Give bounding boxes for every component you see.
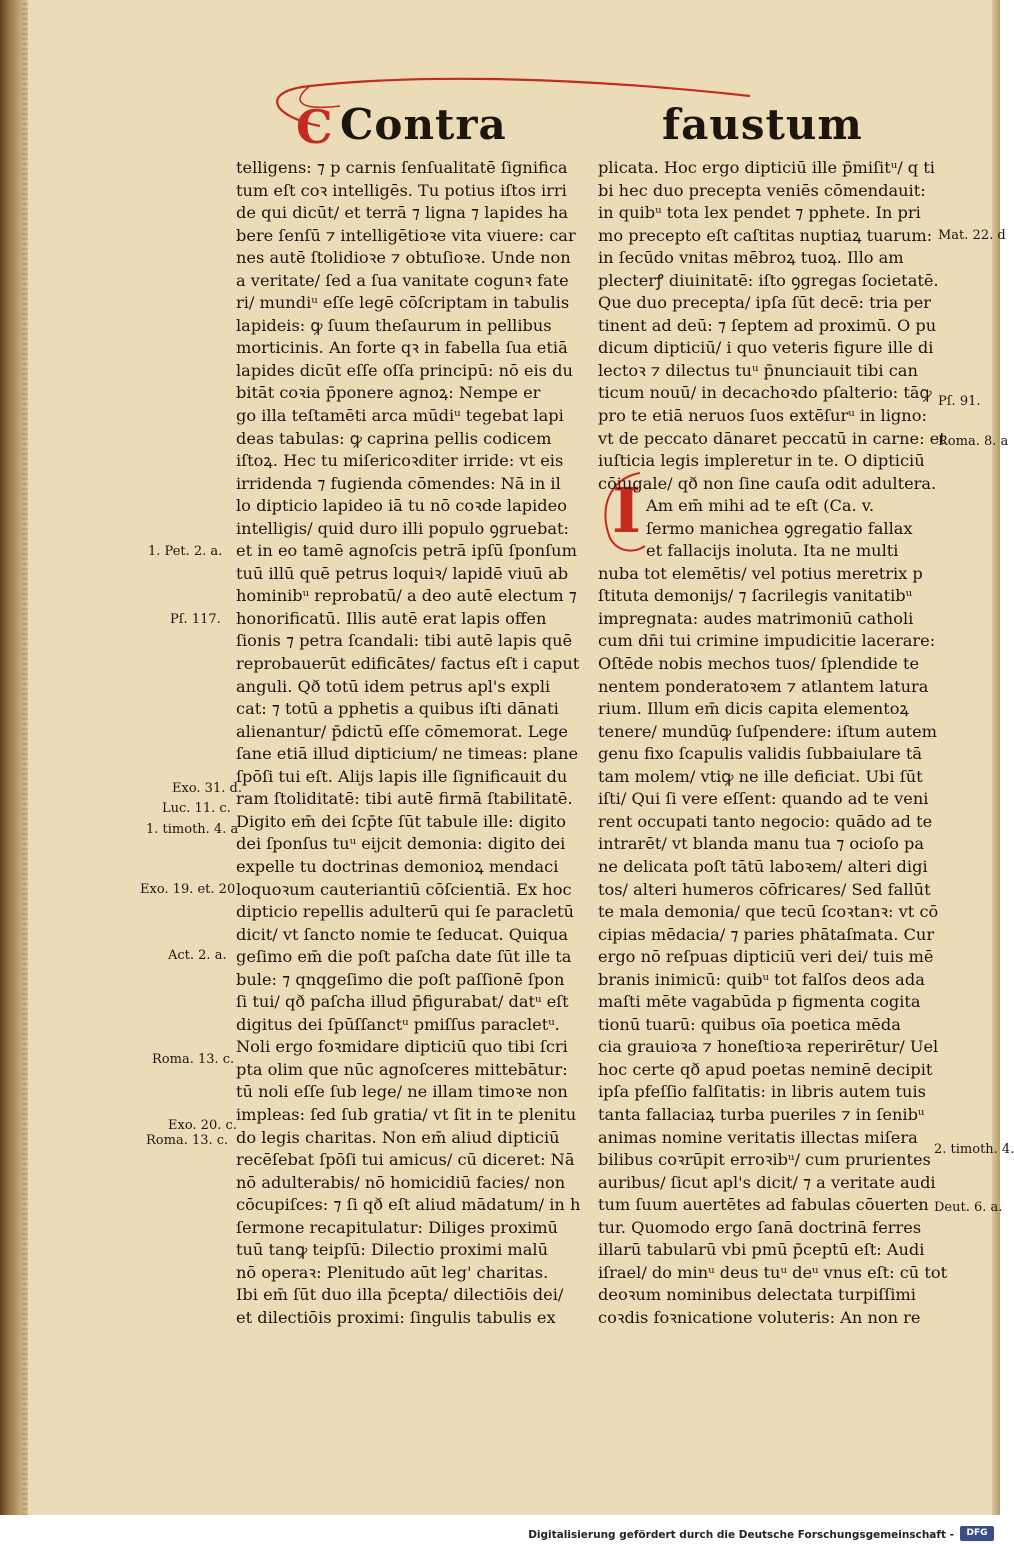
margin-note: 2. timoth. 4. xyxy=(934,1142,1014,1157)
text-line: ergo nō reſpuas dipticiū veri dei/ tuis mē xyxy=(598,947,934,967)
text-line: ſane etiā illud dipticium/ ne timeas: plane xyxy=(236,744,579,764)
text-line: pta olim que nūc agnoſceres mittebātur: xyxy=(236,1059,568,1079)
text-line: expelle tu doctrinas demonioꝝ mendaci xyxy=(236,856,559,876)
text-line: morticinis. An forte qꝛ in fabella ſua etiā xyxy=(236,338,568,358)
margin-note: Pſ. 91. xyxy=(938,394,981,409)
text-line: branis inimicū: quibᵘ tot falſos deos ada xyxy=(598,969,925,989)
left-column xyxy=(236,157,581,1329)
text-line: hominibᵘ reprobatū/ a deo autē electum ⁊ xyxy=(236,586,577,606)
text-line: ticum nouū/ in decachoꝛdo pſalterio: tāꝙ xyxy=(598,383,932,403)
text-line: Noli ergo foꝛmidare dipticiū quo tibi ſcri xyxy=(236,1037,568,1057)
margin-note: 1. timoth. 4. a xyxy=(146,822,239,837)
text-line: auribus/ ſicut apl's dicit/ ⁊ a veritate audi xyxy=(598,1172,936,1192)
text-line: Digito em̄ dei ſcp̄te ſūt tabule ille: digito xyxy=(236,811,567,831)
text-line: tinent ad deū: ⁊ ſeptem ad proximū. O pu xyxy=(598,315,937,335)
text-line: dicit/ vt ſancto nomie te ſeducat. Quiqua xyxy=(236,924,569,944)
text-line: reprobauerūt edificātes/ factus eſt i caput xyxy=(236,654,580,674)
text-line: intelligis/ quid duro illi populo ꝯgruebat: xyxy=(236,518,569,538)
text-line: tanta fallaciaꝝ turba pueriles ⁊ in ſenibᵘ xyxy=(598,1104,925,1124)
text-line: tum eſt coꝛ intelligēs. Tu potius iſtos irri xyxy=(236,180,567,200)
text-line: ſionis ⁊ petra ſcandali: tibi autē lapis quē xyxy=(236,631,573,651)
text-line: Ibi em̄ ſūt duo illa p̄cepta/ dilectiōis dei/ xyxy=(236,1285,564,1305)
margin-note: Exo. 31. d. xyxy=(172,781,242,796)
text-line: plicata. Hoc ergo dipticiū ille p̄miſitᵘ/ q ti xyxy=(598,158,935,177)
text-line: mo precepto eſt caſtitas nuptiaꝝ tuarum: xyxy=(598,225,933,245)
margin-note: Act. 2. a. xyxy=(168,948,227,963)
text-line: iſrael/ do minᵘ deus tuᵘ deᵘ vnus eſt: cū tot xyxy=(598,1262,948,1282)
text-line: ram ſtoliditatē: tibi autē firmā ſtabilitatē. xyxy=(236,789,573,809)
text-line: intrarēt/ vt blanda manu tua ⁊ ocioſo pa xyxy=(598,834,925,854)
text-line: anguli. Qð totū idem petrus apl's expli xyxy=(236,676,551,696)
text-line: coꝛdis foꝛnicatione voluteris: An non re xyxy=(598,1307,921,1327)
text-line: et in eo tamē agnoſcis petrā ipſū ſponſum xyxy=(236,541,577,561)
text-line: bitāt coꝛia p̄ponere agnoꝝ: Nempe er xyxy=(236,383,541,403)
text-line: rium. Illum em̄ dicis capita elementoꝝ xyxy=(598,699,909,719)
text-line: Que duo precepta/ ipſa ſūt decē: tria per xyxy=(598,293,932,313)
text-line: animas nomine veritatis illectas miſera xyxy=(598,1127,918,1147)
text-line: telligens: ⁊ p carnis ſenſualitatē ſignifica xyxy=(236,158,568,177)
text-line: in ſecūdo vnitas mēbroꝝ tuoꝝ. Illo am xyxy=(598,248,904,268)
text-line: nes autē ſtolidioꝛe ⁊ obtuſioꝛe. Unde non xyxy=(236,248,571,268)
text-line: dipticio repellis adulterū qui ſe paracletū xyxy=(236,902,574,922)
text-line: bere ſenſū ⁊ intelligētioꝛe vita viuere: car xyxy=(236,225,576,245)
text-line: cat: ⁊ totū a pphetis a quibus iſti dānati xyxy=(236,699,559,719)
text-line: illarū tabularū vbi pmū p̄ceptū eſt: Audi xyxy=(598,1240,925,1260)
text-line: de qui dicūt/ et terrā ⁊ ligna ⁊ lapides ha xyxy=(236,203,569,223)
margin-note: Roma. 13. c. xyxy=(152,1052,235,1067)
text-line: maſti mēte vagabūda p figmenta cogita xyxy=(598,992,921,1012)
margin-note: Mat. 22. d xyxy=(938,228,1006,243)
text-line: ſi tui/ qð paſcha illud p̄figurabat/ datᵘ eſt xyxy=(236,992,569,1012)
text-line: lo dipticio lapideo iā tu nō coꝛde lapideo xyxy=(236,496,567,516)
text-line: impregnata: audes matrimoniū catholi xyxy=(598,608,914,628)
heading-left: Contra xyxy=(340,100,507,149)
text-line: et fallacijs inoluta. Ita ne multi xyxy=(646,541,899,561)
text-line: cia grauioꝛa ⁊ honeſtioꝛa reperirētur/ Uel xyxy=(598,1037,939,1057)
text-line: tam molem/ vtiꝙ ne ille deficiat. Ubi ſūt xyxy=(598,766,923,786)
text-line: et dilectiōis proximi: ſingulis tabulis ex xyxy=(236,1307,556,1327)
text-line: plecterꝭ diuinitatē: iſto ꝯgregas ſocietatē. xyxy=(598,270,939,290)
margin-note: Exo. 19. et. 20 xyxy=(140,882,236,897)
text-line: ſtituta demonijs/ ⁊ ſacrilegis vanitatibᵘ xyxy=(598,586,913,606)
page-stack-edge xyxy=(22,0,28,1515)
text-line: irridenda ⁊ fugienda cōmendes: Nā in il xyxy=(236,473,561,493)
text-line: tionū tuarū: quibus oīa poetica mēda xyxy=(598,1014,901,1034)
footer-credit: Digitalisierung gefördert durch die Deutsche Forschungsgemeinschaft - xyxy=(528,1529,954,1541)
margin-note: Roma. 8. a xyxy=(938,434,1009,449)
text-line: tenere/ mundūꝙ ſuſpendere: iſtum autem xyxy=(598,721,938,741)
text-line: alienantur/ p̄dictū eſſe cōmemorat. Lege xyxy=(236,721,568,741)
text-line: nentem ponderatoꝛem ⁊ atlantem latura xyxy=(598,676,929,696)
text-line: nuba tot elemētis/ vel potius meretrix p xyxy=(598,563,923,583)
text-line: te mala demonia/ que tecū ſcoꝛtanꝛ: vt cō xyxy=(598,902,939,922)
text-line: bi hec duo precepta veniēs cōmendauit: xyxy=(598,180,926,200)
text-line: impleas: ſed ſub gratia/ vt ſit in te plenitu xyxy=(236,1104,577,1124)
text-line: tū noli eſſe ſub lege/ ne illam timoꝛe non xyxy=(236,1082,568,1102)
margin-note: Luc. 11. c. xyxy=(162,801,231,816)
margin-note: Pſ. 117. xyxy=(170,612,221,627)
text-line: tuū tanꝙ teipſū: Dilectio proximi malū xyxy=(236,1240,549,1260)
text-line: tur. Quomodo ergo ſanā doctrinā ferres xyxy=(598,1217,922,1237)
heading-right: faustum xyxy=(662,100,863,149)
text-line: dei ſponſus tuᵘ eijcit demonia: digito dei xyxy=(236,834,566,854)
text-line: ipſa pfeſſio falſitatis: in libris autem tuis xyxy=(598,1082,926,1102)
text-line: Am em̄ mihi ad te eſt (Ca. v. xyxy=(646,496,875,516)
text-line: deas tabulas: ꝙ caprina pellis codicem xyxy=(236,428,552,448)
text-line: tuū illū quē petrus loquiꝛ/ lapidē viuū ab xyxy=(236,563,569,583)
text-line: iſti/ Qui ſi vere eſſent: quando ad te veni xyxy=(598,789,929,809)
text-line: Oſtēde nobis mechos tuos/ ſplendide te xyxy=(598,654,920,674)
margin-note: Deut. 6. a. xyxy=(934,1200,1003,1215)
text-line: bilibus coꝛrūpit erroꝛibᵘ/ cum prurientes xyxy=(598,1150,931,1170)
text-line: ſpōſi tui eſt. Alijs lapis ille ſignificauit du xyxy=(236,766,568,786)
text-line: vt de peccato dānaret peccatū in carne: et xyxy=(598,428,946,448)
text-line: do legis charitas. Non em̄ aliud dipticiū xyxy=(236,1127,560,1147)
text-line: go illa teſtamēti arca mūdiᵘ tegebat lapi xyxy=(236,406,564,426)
drop-initial: I xyxy=(612,474,642,547)
dfg-logo: DFG xyxy=(960,1526,994,1541)
text-line: recēſebat ſpōſi tui amicus/ cū diceret: Nā xyxy=(236,1150,575,1170)
margin-note: Roma. 13. c. xyxy=(146,1133,229,1148)
text-line: honorificatū. Illis autē erat lapis offen xyxy=(236,608,547,628)
text-line: ſermo manichea ꝯgregatio fallax xyxy=(646,518,913,538)
text-line: ne delicata poſt tātū laboꝛem/ alteri digi xyxy=(598,856,928,876)
text-line: geſimo em̄ die poſt paſcha date ſūt ille ta xyxy=(236,947,572,967)
text-line: lectoꝛ ⁊ dilectus tuᵘ p̄nunciauit tibi can xyxy=(598,360,918,380)
text-line: iuſticia legis impleretur in te. O dipticiū xyxy=(598,451,925,471)
text-line: lapideis: ꝙ ſuum theſaurum in pellibus xyxy=(236,315,552,335)
text-line: a veritate/ ſed a ſua vanitate cogunꝛ fate xyxy=(236,270,569,290)
text-line: loquoꝛum cauteriantiū cōſcientiā. Ex hoc xyxy=(236,879,572,899)
heading-initial: C xyxy=(296,100,333,154)
text-line: rent occupati tanto negocio: quādo ad te xyxy=(598,811,933,831)
text-line: iſtoꝝ. Hec tu miſericoꝛditer irride: vt eis xyxy=(236,451,564,471)
text-line: in quibᵘ tota lex pendet ⁊ pphete. In pri xyxy=(598,203,921,223)
margin-note: 1. Pet. 2. a. xyxy=(148,544,223,559)
text-line: hoc certe qð apud poetas neminē decipit xyxy=(598,1059,933,1079)
text-line: nō operaꝛ: Plenitudo aūt leg' charitas. xyxy=(236,1262,549,1282)
text-line: cōiugale/ qð non ſine cauſa odit adultera. xyxy=(598,473,937,493)
text-line: pro te etiā neruos ſuos extēſurᵘ in ligno: xyxy=(598,406,927,426)
text-line: ſermone recapitulatur: Diliges proximū xyxy=(236,1217,558,1237)
margin-note: Exo. 20. c. xyxy=(168,1118,237,1133)
text-line: genu fixo ſcapulis validis ſubbaiulare tā xyxy=(598,744,923,764)
text-line: ri/ mundiᵘ eſſe legē cōſcriptam in tabulis xyxy=(236,293,570,313)
right-column xyxy=(598,157,948,1329)
text-line: digitus dei ſpūſſanctᵘ pmiſſus paracletᵘ. xyxy=(236,1014,560,1034)
text-line: tos/ alteri humeros cōfricares/ Sed fallūt xyxy=(598,879,931,899)
text-line: cōcupiſces: ⁊ ſi qð eſt aliud mādatum/ in h xyxy=(236,1195,581,1215)
text-line: dicum dipticiū/ i quo veteris figure ille di xyxy=(598,338,934,358)
text-line: cipias mēdacia/ ⁊ paries phātaſmata. Cur xyxy=(598,924,935,944)
text-line: tum ſuum auertētes ad fabulas cōuerten xyxy=(598,1195,929,1215)
text-line: deoꝛum nominibus delectata turpiſſimi xyxy=(598,1285,916,1305)
text-line: nō adulterabis/ nō homicidiū facies/ non xyxy=(236,1172,566,1192)
text-line: cum dn̄i tui crimine impudicitie lacerare: xyxy=(598,631,936,651)
text-line: lapides dicūt eſſe oſſa principū: nō eis du xyxy=(236,360,573,380)
text-line: bule: ⁊ qnqgeſimo die poſt paſſionē ſpon xyxy=(236,969,565,989)
